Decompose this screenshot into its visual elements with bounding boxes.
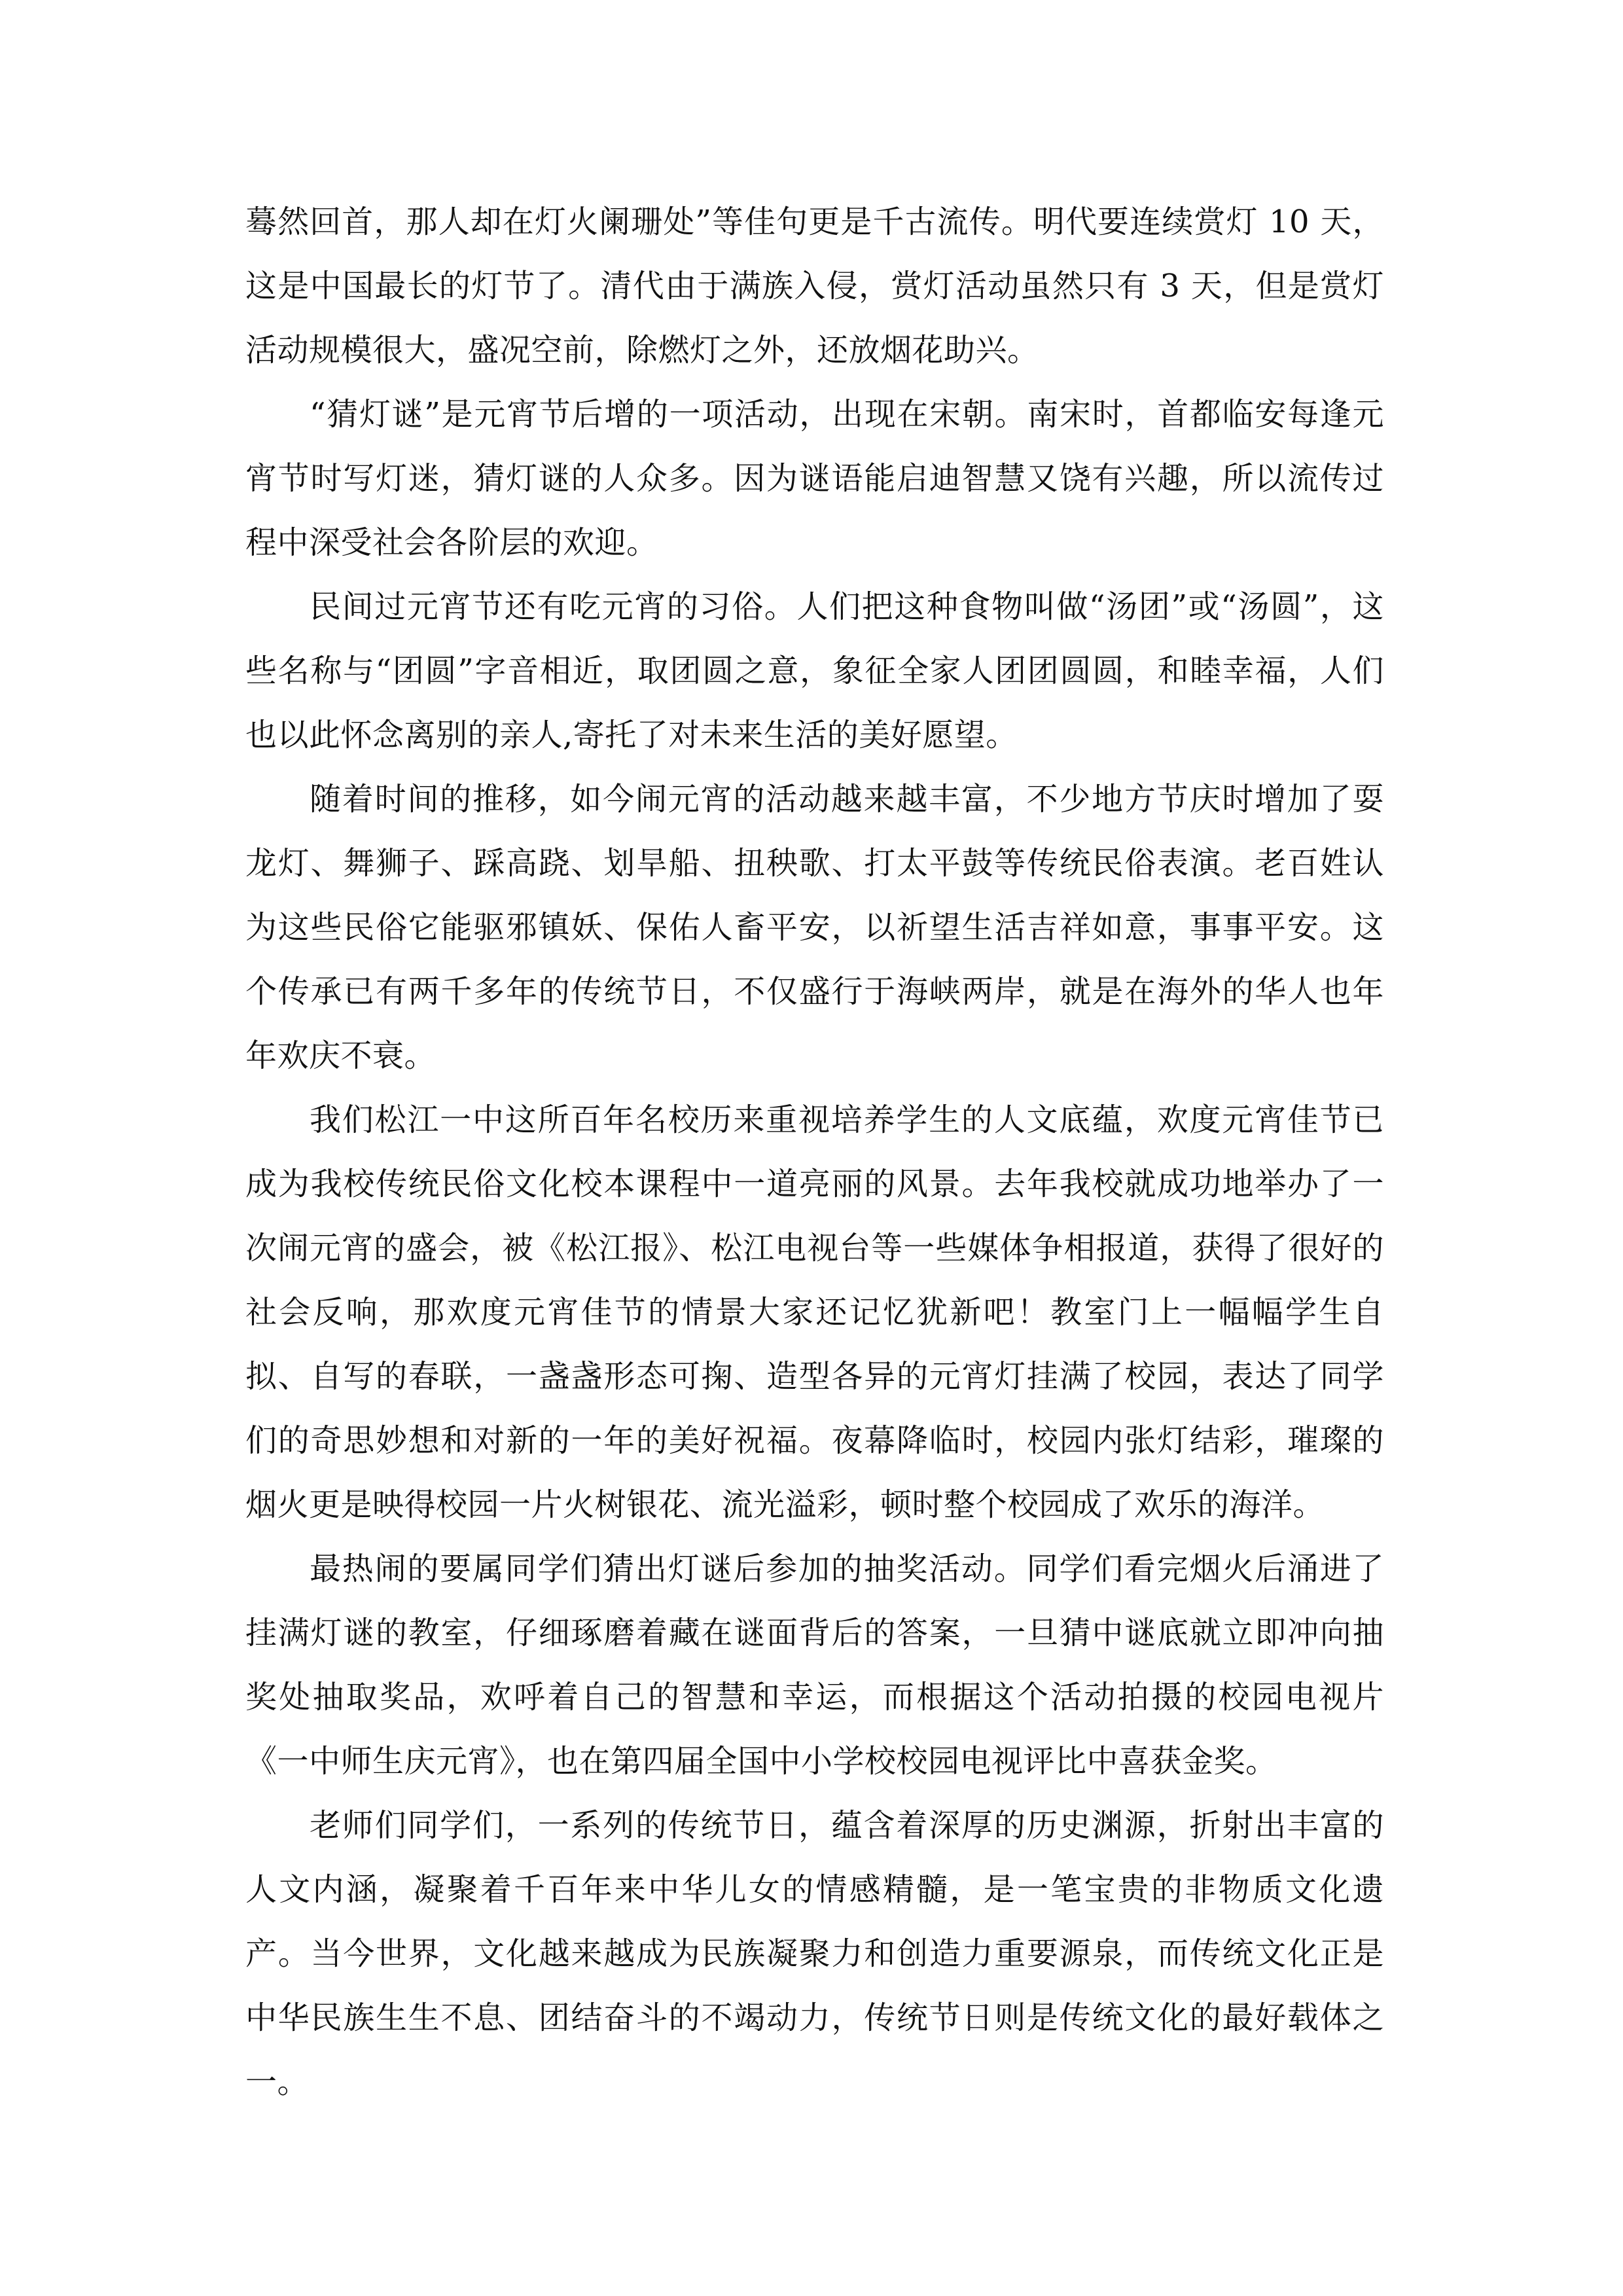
paragraph-4: 随着时间的推移，如今闹元宵的活动越来越丰富，不少地方节庆时增加了耍龙灯、舞狮子、踩高跷、划旱船、扭秧歌、打太平鼓等传统民俗表演。老百姓认为这些民俗它能驱邪镇妖、保佑人畜平安，以祈望生活吉祥如意，事事平安。这个传承已有两千多年的传统节日，不仅盛行于海峡两岸，就是在海外的华人也年年欢庆不衰。 (245, 781, 1384, 1074)
document-body (245, 190, 1384, 2114)
paragraph-6: 最热闹的要属同学们猜出灯谜后参加的抽奖活动。同学们看完烟火后涌进了挂满灯谜的教室，仔细琢磨着藏在谜面背后的答案，一旦猜中谜底就立即冲向抽奖处抽取奖品，欢呼着自己的智慧和幸运，而根据这个活动拍摄的校园电视片《一中师生庆元宵》，也在第四届全国中小学校校园电视评比中喜获金奖。 (245, 1551, 1384, 1780)
paragraph-3: 民间过元宵节还有吃元宵的习俗。人们把这种食物叫做“汤团”或“汤圆”，这些名称与“团圆”字音相近，取团圆之意，象征全家人团团圆圆，和睦幸福，人们也以此怀念离别的亲人,寄托了对未来生活的美好愿望。 (245, 588, 1384, 753)
paragraph-7: 老师们同学们，一系列的传统节日，蕴含着深厚的历史渊源，折射出丰富的人文内涵，凝聚着千百年来中华儿女的情感精髓，是一笔宝贵的非物质文化遗产。当今世界，文化越来越成为民族凝聚力和创造力重要源泉，而传统文化正是中华民族生生不息、团结奋斗的不竭动力，传统节日则是传统文化的最好载体之一。 (245, 1807, 1384, 2100)
paragraph-2: “猜灯谜”是元宵节后增的一项活动，出现在宋朝。南宋时，首都临安每逢元宵节时写灯迷，猜灯谜的人众多。因为谜语能启迪智慧又饶有兴趣，所以流传过程中深受社会各阶层的欢迎。 (245, 396, 1384, 561)
paragraph-5: 我们松江一中这所百年名校历来重视培养学生的人文底蕴，欢度元宵佳节已成为我校传统民俗文化校本课程中一道亮丽的风景。去年我校就成功地举办了一次闹元宵的盛会，被《松江报》、松江电视台等一些媒体争相报道，获得了很好的社会反响，那欢度元宵佳节的情景大家还记忆犹新吧！教室门上一幅幅学生自拟、自写的春联，一盏盏形态可掬、造型各异的元宵灯挂满了校园，表达了同学们的奇思妙想和对新的一年的美好祝福。夜幕降临时，校园内张灯结彩，璀璨的烟火更是映得校园一片火树银花、流光溢彩，顿时整个校园成了欢乐的海洋。 (245, 1102, 1384, 1523)
paragraph-1: 蓦然回首，那人却在灯火阑珊处”等佳句更是千古流传。明代要连续赏灯 10 天，这是中国最长的灯节了。清代由于满族入侵，赏灯活动虽然只有 3 天，但是赏灯活动规模很大，盛况空前，除燃灯之外，还放烟花助兴。 (245, 204, 1384, 368)
